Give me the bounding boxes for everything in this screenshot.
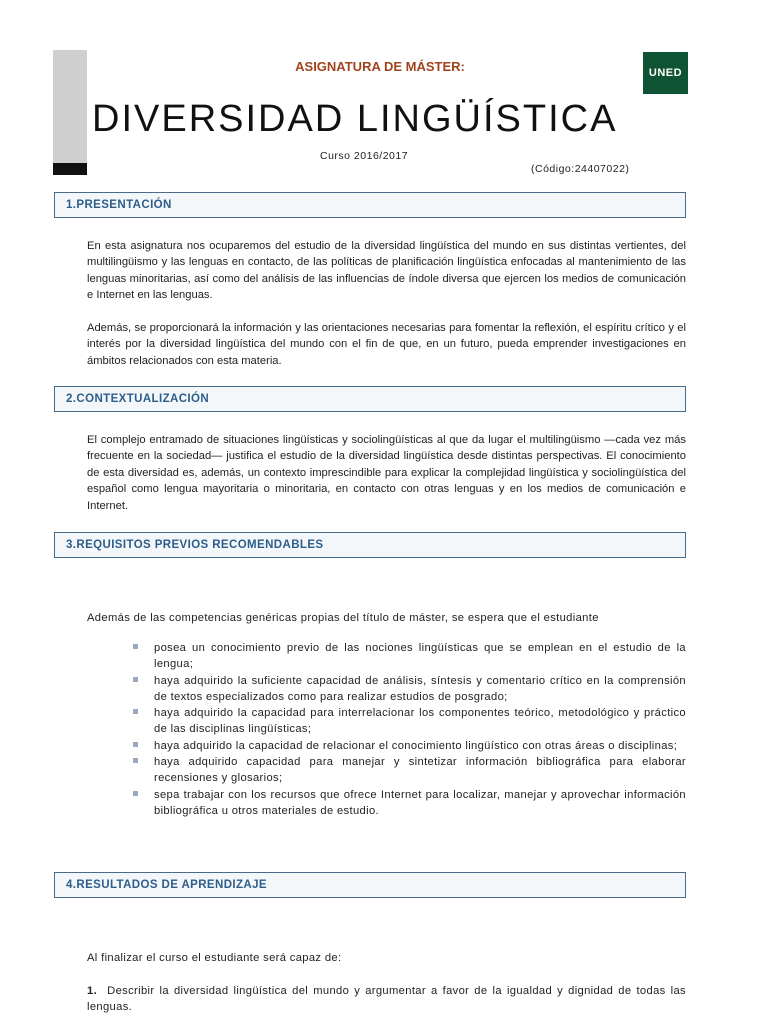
square-bullet-icon [133,709,138,714]
square-bullet-icon [133,758,138,763]
requisitos-list [131,640,686,819]
section-title: 2.CONTEXTUALIZACIÓN [66,393,210,405]
uned-logo: UNED [643,52,688,94]
section-header-requisitos [54,532,686,558]
decorative-grey-bar [53,50,87,163]
resultados-intro: Al finalizar el curso el estudiante será capaz de: [87,952,342,964]
list-item: sepa trabajar con los recursos que ofrece Internet para localizar, manejar y aprovechar información bibliográfica u otros materiales de estudio. [131,787,686,820]
section-title: 1.PRESENTACIÓN [66,199,172,211]
contextualizacion-paragraph: El complejo entramado de situaciones lingüísticas y sociolingüísticas al que da lugar el multilingüismo —cada vez más frecuente en la sociedad— justifica el estudio de la diversidad lingüística desde distintas perspectivas. El conocimiento de esta diversidad es, además, un contexto imprescindible para explicar la complejidad lingüística y sociolingüística del español como lengua mayoritaria o minoritaria, en contacto con otras lenguas y en los medios de comunicación e Internet. [87,434,686,512]
square-bullet-icon [133,644,138,649]
square-bullet-icon [133,677,138,682]
item-number: 1. [87,985,98,997]
list-item: haya adquirido la suficiente capacidad de análisis, síntesis y comentario crítico en la comprensión de textos especializados como para realizar estudios de posgrado; [131,673,686,706]
section-header-contextualizacion [54,386,686,412]
square-bullet-icon [133,791,138,796]
square-bullet-icon [133,742,138,747]
section-title: 4.RESULTADOS DE APRENDIZAJE [66,879,267,891]
subject-type-label: ASIGNATURA DE MÁSTER: [295,59,465,74]
course-year: Curso 2016/2017 [320,150,409,162]
item-text: Describir la diversidad lingüística del mundo y argumentar a favor de la igualdad y dignidad de todas las lenguas. [87,985,687,1014]
decorative-black-bar [53,163,87,175]
presentacion-paragraph-1: En esta asignatura nos ocuparemos del estudio de la diversidad lingüística del mundo en sus distintas vertientes, del multilingüismo y las lenguas en contacto, de las políticas de planificación lingüística enfocadas al mantenimiento de las lenguas minoritarias, así como del análisis de las influencias de índole diversa que ejercen los medios de comunicación e Internet en las lenguas. [87,240,686,302]
list-item: haya adquirido la capacidad para interrelacionar los componentes teórico, metodológico y práctico de las disciplinas lingüísticas; [131,705,686,738]
list-item: posea un conocimiento previo de las nociones lingüísticas que se emplean en el estudio de la lengua; [131,640,686,673]
resultados-item-1 [87,983,686,1016]
section-header-resultados [54,872,686,898]
list-item: haya adquirido la capacidad de relacionar el conocimiento lingüístico con otras áreas o disciplinas; [131,738,686,754]
list-item: haya adquirido capacidad para manejar y sintetizar información bibliográfica para elaborar recensiones y glosarios; [131,754,686,787]
page-title: DIVERSIDAD LINGÜÍSTICA [92,98,618,140]
course-code: (Código:24407022) [531,163,630,175]
section-title: 3.REQUISITOS PREVIOS RECOMENDABLES [66,539,324,551]
requisitos-intro: Además de las competencias genéricas propias del título de máster, se espera que el estudiante [87,612,599,624]
presentacion-paragraph-2: Además, se proporcionará la información y las orientaciones necesarias para fomentar la reflexión, el espíritu crítico y el interés por la diversidad lingüística del mundo con el fin de que, en un futuro, pueda emprender investigaciones en ámbitos relacionados con esta materia. [87,322,686,367]
section-header-presentacion [54,192,686,218]
